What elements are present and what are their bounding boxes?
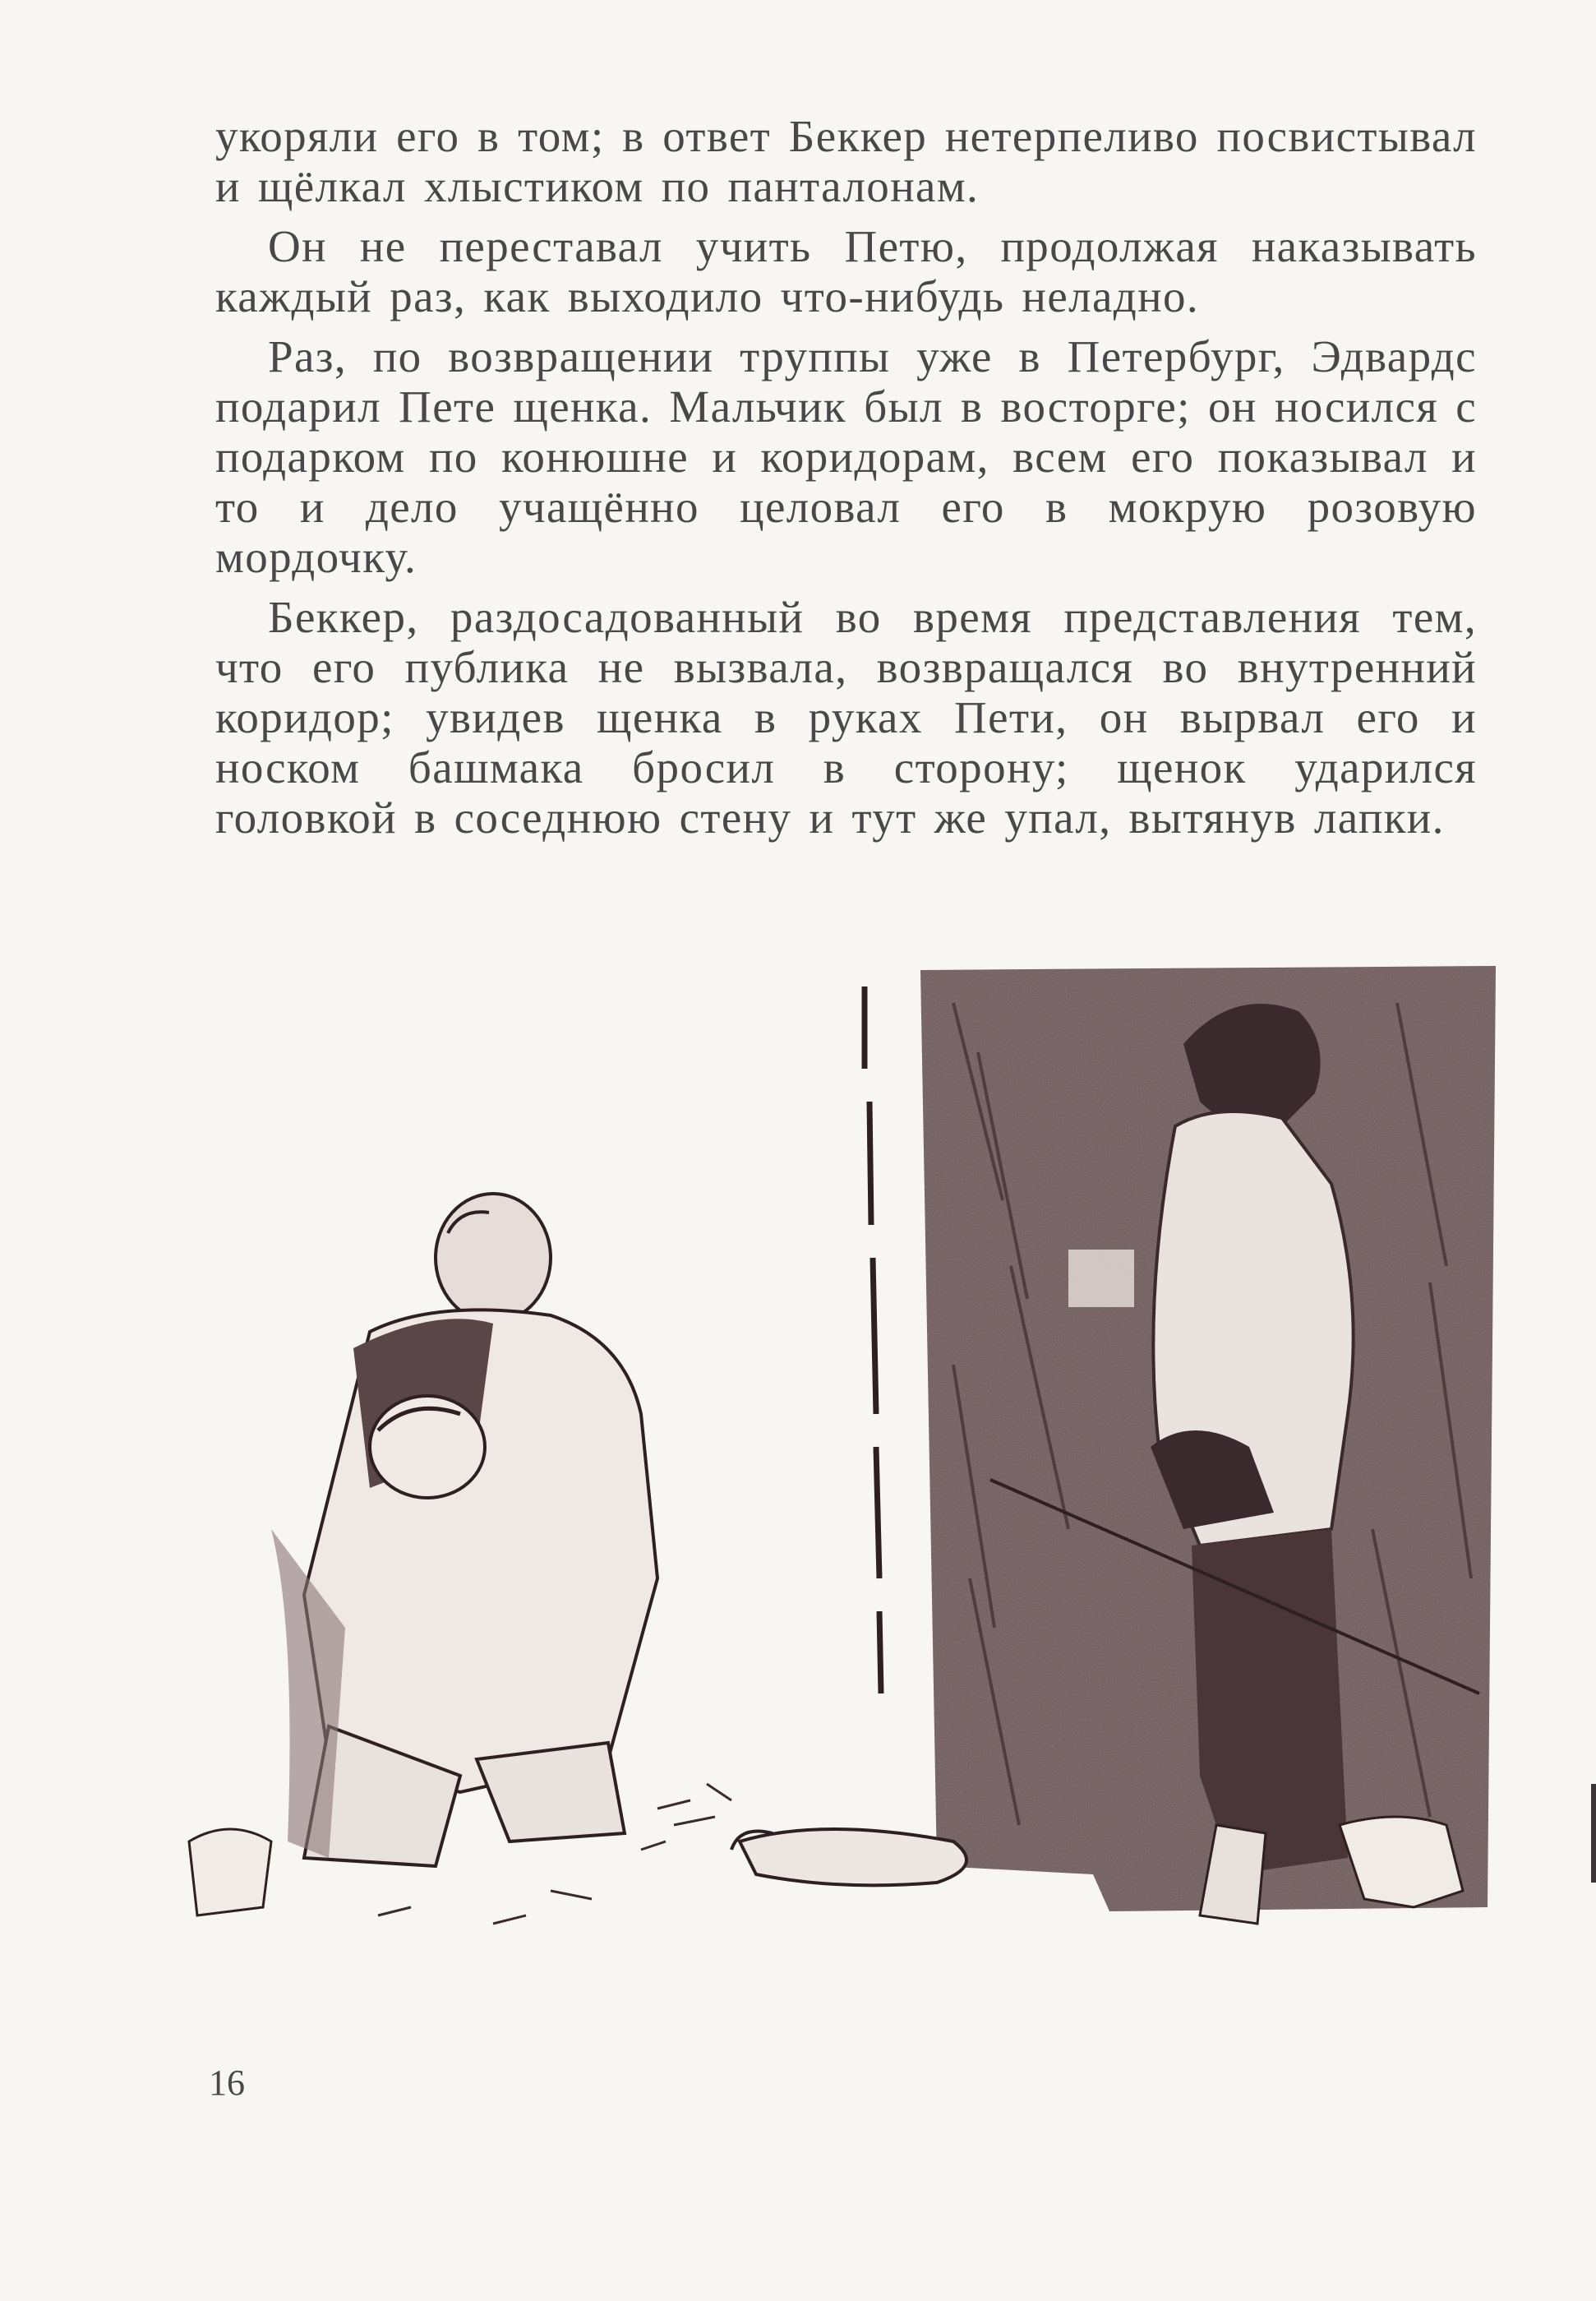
paragraph-4: Беккер, раздосадованный во время представления тем, что его публика не вызвала, возвращался во внутренний коридор; увидев щенка в руках Пети, он вырвал его и носком башмака бросил в сторону; щенок ударился головкой в соседнюю стену и тут же упал, вытянув лапки. (215, 592, 1477, 843)
pole-line (865, 986, 881, 1693)
edge-mark (1591, 1784, 1596, 1883)
illustration (164, 954, 1512, 2022)
paragraph-3: Раз, по возвращении труппы уже в Петербург, Эдвардс подарил Пете щенка. Мальчик был в восторге; он носился с подарком по конюшне и коридорам, всем его показывал и то и дело учащённо целовал его в мокрую розовую мордочку. (215, 331, 1477, 582)
page-number: 16 (209, 2063, 245, 2103)
fallen-puppy (731, 1829, 966, 1885)
paragraph-1: укоряли его в том; в ответ Беккер нетерпеливо посвистывал и щёлкал хлыстиком по панталонам. (215, 111, 1477, 211)
crouching-figures (189, 1194, 657, 1915)
paragraph-2: Он не переставал учить Петю, продолжая наказывать каждый раз, как выходило что-нибудь неладно. (215, 221, 1477, 321)
body-text (215, 111, 1477, 852)
